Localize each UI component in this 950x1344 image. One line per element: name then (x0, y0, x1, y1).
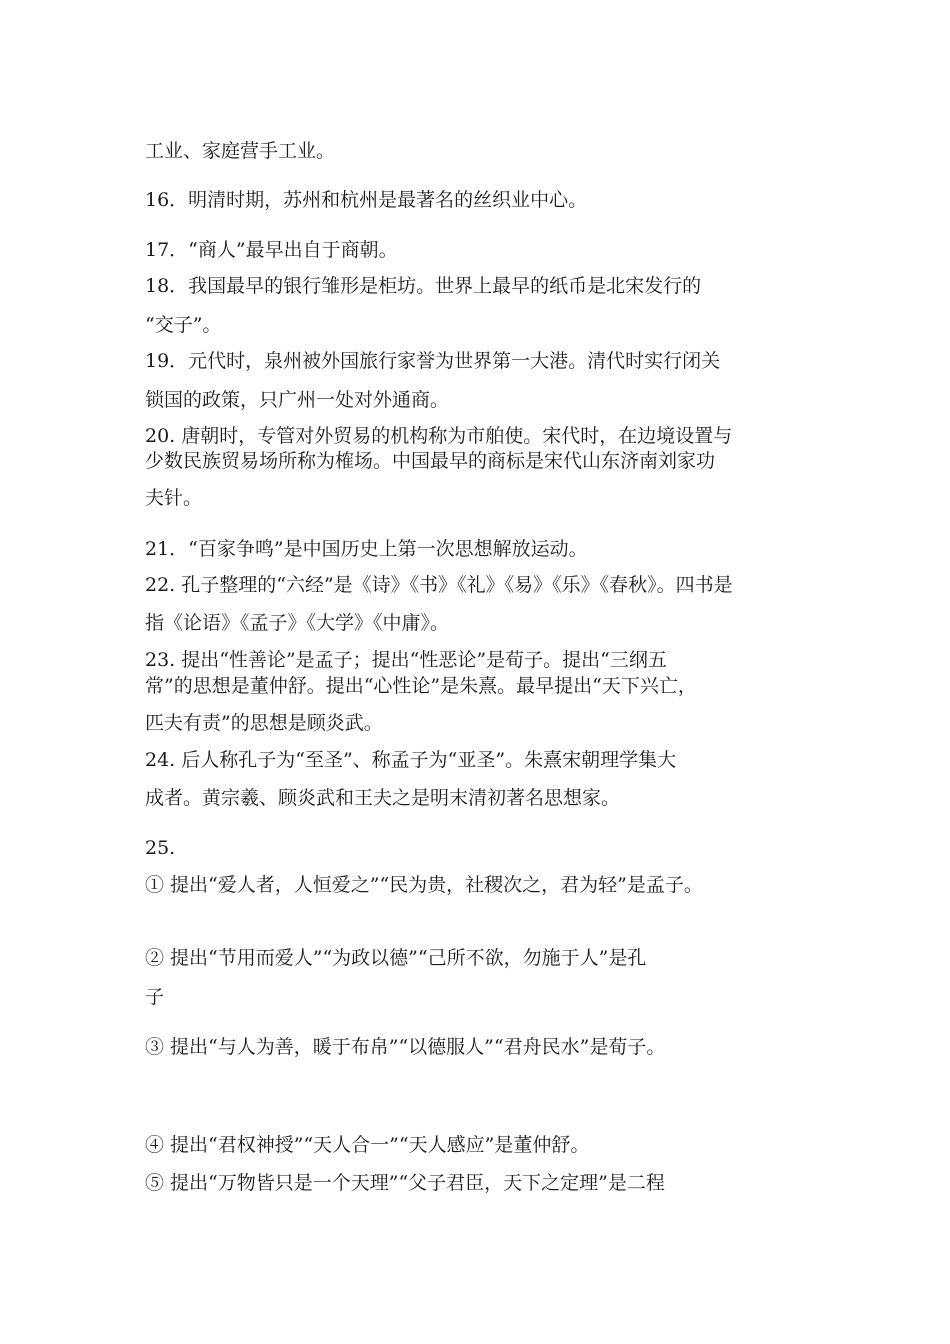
text-line: 工业、家庭营手工业。 (145, 140, 336, 162)
item-25: 25. (145, 837, 176, 859)
item-20: 20. 唐朝时，专管对外贸易的机构称为市舶使。宋代时，在边境设置与 (145, 425, 733, 447)
item-18: 18．我国最早的银行雏形是柜坊。世界上最早的纸币是北宋发行的 (145, 275, 702, 297)
sub-item-5: ⑤ 提出“万物皆只是一个天理”“父子君臣，天下之定理”是二程 (145, 1172, 665, 1194)
text-line: 指《论语》《孟子》《大学》《中庸》。 (145, 612, 450, 634)
sub-item-3: ③ 提出“与人为善，暖于布帛”“以德服人”“君舟民水”是荀子。 (145, 1036, 666, 1058)
text-line: 锁国的政策，只广州一处对外通商。 (145, 389, 450, 411)
item-24: 24. 后人称孔子为“至圣”、称孟子为“亚圣”。朱熹宋朝理学集大 (145, 749, 677, 771)
item-22: 22. 孔子整理的“六经”是《诗》《书》《礼》《易》《乐》《春秋》。四书是 (145, 574, 733, 596)
text-line: 夫针。 (145, 487, 203, 509)
item-16: 16．明清时期，苏州和杭州是最著名的丝织业中心。 (145, 189, 588, 211)
item-17: 17．“商人”最早出自于商朝。 (145, 239, 398, 261)
text-line: 匹夫有责”的思想是顾炎武。 (145, 712, 383, 734)
sub-item-1: ① 提出“爱人者，人恒爱之”“民为贵，社稷次之，君为轻”是孟子。 (145, 874, 703, 896)
item-19: 19．元代时，泉州被外国旅行家誉为世界第一大港。清代时实行闭关 (145, 350, 721, 372)
text-line: 子 (145, 986, 165, 1008)
text-line: 少数民族贸易场所称为榷场。中国最早的商标是宋代山东济南刘家功 (145, 450, 716, 472)
text-line: “交子”。 (145, 314, 222, 336)
item-23: 23. 提出“性善论”是孟子；提出“性恶论”是荀子。提出“三纲五 (145, 649, 667, 671)
item-21: 21．“百家争鸣”是中国历史上第一次思想解放运动。 (145, 538, 588, 560)
text-line: 成者。黄宗羲、顾炎武和王夫之是明末清初著名思想家。 (145, 787, 621, 809)
sub-item-4: ④ 提出“君权神授”“天人合一”“天人感应”是董仲舒。 (145, 1134, 590, 1156)
text-line: 常”的思想是董仲舒。提出“心性论”是朱熹。最早提出“天下兴亡， (145, 675, 697, 697)
sub-item-2: ② 提出“节用而爱人”“为政以德”“己所不欲，勿施于人”是孔 (145, 947, 647, 969)
